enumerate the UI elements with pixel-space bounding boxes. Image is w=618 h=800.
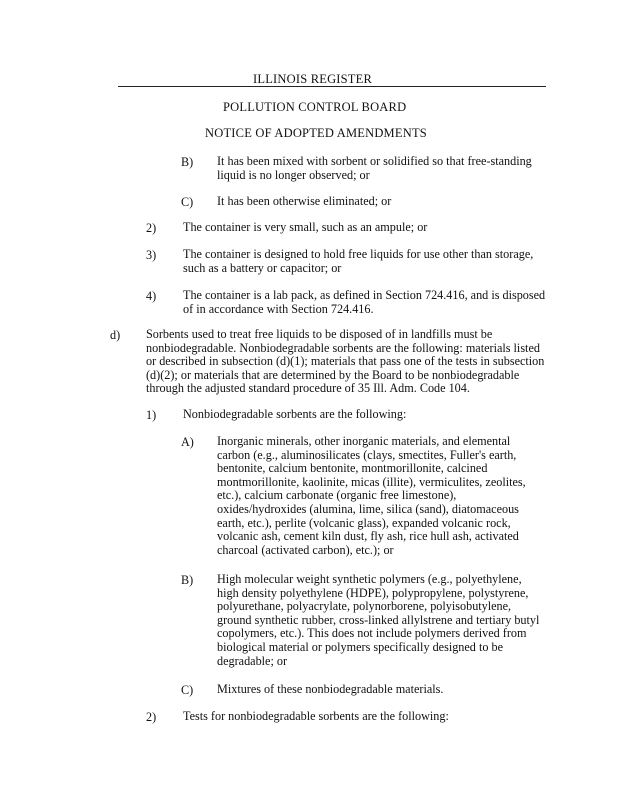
notice-title: NOTICE OF ADOPTED AMENDMENTS: [205, 126, 427, 140]
board-title: POLLUTION CONTROL BOARD: [223, 100, 407, 114]
item-text: Sorbents used to treat free liquids to be disposed of in landfills must be nonbiodegradable. Nonbiodegradable sorbents are the following: materials listed or described in subsection (d)(1); materials that pass one of the tests in subsection (d)(2); or materials that are determined by the Board to be nonbiodegradable through the adjusted standard procedure of 35 Ill. Adm. Code 104.: [146, 327, 545, 396]
item-text: Nonbiodegradable sorbents are the following:: [183, 407, 407, 421]
item-text: The container is very small, such as an ampule; or: [183, 220, 428, 234]
item-text: It has been otherwise eliminated; or: [217, 194, 392, 208]
item-text: Tests for nonbiodegradable sorbents are the following:: [183, 709, 449, 723]
item-label: B): [181, 155, 194, 169]
item-text: The container is a lab pack, as defined in Section 724.416, and is disposed of in accordance with Section 724.416.: [183, 288, 546, 316]
register-title: ILLINOIS REGISTER: [253, 72, 373, 86]
header-rule: [118, 86, 546, 87]
item-label: 2): [146, 221, 157, 235]
item-label: C): [181, 195, 194, 209]
item-label: B): [181, 573, 194, 587]
item-text: Mixtures of these nonbiodegradable materials.: [217, 682, 444, 696]
item-label: 2): [146, 710, 157, 724]
item-label: d): [110, 328, 121, 342]
item-label: 3): [146, 248, 157, 262]
item-label: 1): [146, 408, 157, 422]
item-text: Inorganic minerals, other inorganic materials, and elemental carbon (e.g., aluminosilicates (clays, smectites, Fuller's earth, bentonite, calcium bentonite, montmorillonite, calcined montmorillonite, kaolinite, micas (illite), vermiculites, zeolites, etc.), calcium carbonate (organic free limestone), oxides/hydroxides (alumina, lime, silica (sand), diatomaceous earth, etc.), perlite (volcanic glass), expanded volcanic rock, volcanic ash, cement kiln dust, fly ash, rice hull ash, activated charcoal (activated carbon), etc.); or: [217, 434, 526, 557]
item-label: C): [181, 683, 194, 697]
item-label: 4): [146, 289, 157, 303]
item-label: A): [181, 435, 194, 449]
item-text: High molecular weight synthetic polymers (e.g., polyethylene, high density polyethylene (HDPE), polypropylene, polystyrene, polyurethane, polyacrylate, polynorborene, polyisobutylene, ground synthetic rubber, cross-linked allylstrene and tertiary butyl copolymers, etc.). This does not include polymers derived from biological material or polymers specifically designed to be degradable; or: [217, 572, 540, 668]
item-text: It has been mixed with sorbent or solidified so that free-standing liquid is no longer observed; or: [217, 154, 532, 182]
item-text: The container is designed to hold free liquids for use other than storage, such as a battery or capacitor; or: [183, 247, 534, 275]
